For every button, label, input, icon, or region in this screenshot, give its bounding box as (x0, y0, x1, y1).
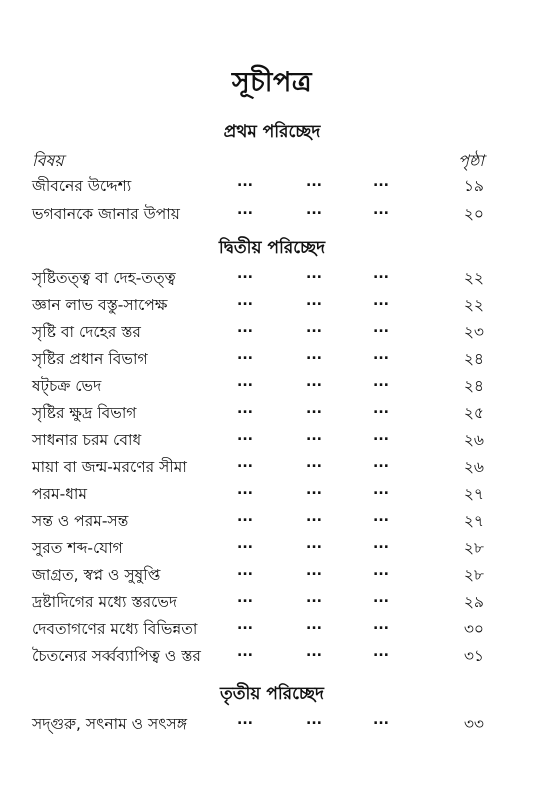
entry-page-number: ২৪ (463, 377, 484, 395)
dot-leader: ... (373, 712, 389, 728)
entry-page-number: ৩৩ (463, 715, 484, 733)
entry-page-number: ৩০ (463, 620, 484, 638)
dot-leader: ... (373, 590, 389, 606)
toc-entry (0, 590, 544, 616)
entry-topic: সাধনার চরম বোধ (32, 431, 142, 449)
entry-page-number: ২৬ (463, 458, 484, 476)
entry-topic: সৃষ্টির প্রধান বিভাগ (32, 350, 148, 368)
entry-page-number: ২২ (463, 269, 484, 287)
dot-leader: ... (373, 174, 389, 190)
entry-topic: সৃষ্টিতত্ত্ব বা দেহ-তত্ত্ব (32, 269, 176, 287)
dot-leader: ... (306, 644, 322, 660)
dot-leader: ... (306, 590, 322, 606)
dot-leader: ... (373, 617, 389, 633)
dot-leader: ... (373, 401, 389, 417)
toc-entry (0, 455, 544, 481)
entry-page-number: ২০ (463, 205, 484, 223)
dot-leader: ... (237, 482, 253, 498)
entry-topic: সদ্‌গুরু, সৎনাম ও সৎসঙ্গ (32, 715, 188, 733)
dot-leader: ... (306, 320, 322, 336)
dot-leader: ... (373, 293, 389, 309)
entry-topic: জাগ্রত, স্বপ্ন ও সুষুপ্তি (32, 566, 161, 584)
chapter-3-heading: তৃতীয় পরিচ্ছেদ (220, 684, 324, 704)
dot-leader: ... (306, 174, 322, 190)
entry-topic: জ্ঞান লাভ বস্তু-সাপেক্ষ (32, 296, 168, 314)
dot-leader: ... (306, 347, 322, 363)
dot-leader: ... (237, 202, 253, 218)
dot-leader: ... (373, 563, 389, 579)
dot-leader: ... (306, 374, 322, 390)
dot-leader: ... (373, 320, 389, 336)
toc-entry (0, 293, 544, 319)
entry-page-number: ২৫ (463, 404, 484, 422)
toc-entry (0, 202, 544, 228)
toc-entry (0, 174, 544, 200)
dot-leader: ... (237, 428, 253, 444)
entry-page-number: ২৯ (463, 593, 484, 611)
page-title: সূচীপত্র (231, 67, 313, 98)
entry-page-number: ২৭ (463, 485, 484, 503)
chapter-2-heading: দ্বিতীয় পরিচ্ছেদ (218, 238, 326, 258)
toc-entry (0, 482, 544, 508)
chapter-1-heading: প্রথম পরিচ্ছেদ (223, 122, 321, 142)
dot-leader: ... (237, 401, 253, 417)
dot-leader: ... (373, 266, 389, 282)
entry-topic: দ্রষ্টাদিগের মধ্যে স্তরভেদ (32, 593, 178, 611)
dot-leader: ... (306, 455, 322, 471)
entry-page-number: ২৬ (463, 431, 484, 449)
dot-leader: ... (237, 374, 253, 390)
dot-leader: ... (373, 644, 389, 660)
dot-leader: ... (306, 428, 322, 444)
dot-leader: ... (373, 347, 389, 363)
entry-topic: পরম-ধাম (32, 485, 88, 503)
dot-leader: ... (373, 374, 389, 390)
dot-leader: ... (306, 536, 322, 552)
dot-leader: ... (237, 509, 253, 525)
dot-leader: ... (237, 347, 253, 363)
entry-page-number: ২৪ (463, 350, 484, 368)
toc-entry (0, 712, 544, 738)
dot-leader: ... (306, 617, 322, 633)
entry-page-number: ৩১ (463, 647, 484, 665)
entry-topic: সুরত শব্দ-যোগ (32, 539, 123, 557)
dot-leader: ... (237, 536, 253, 552)
toc-entry (0, 401, 544, 427)
dot-leader: ... (237, 563, 253, 579)
entry-topic: ষট্‌চক্র ভেদ (32, 377, 102, 395)
dot-leader: ... (373, 482, 389, 498)
dot-leader: ... (373, 202, 389, 218)
toc-entry (0, 617, 544, 643)
dot-leader: ... (373, 509, 389, 525)
dot-leader: ... (306, 482, 322, 498)
dot-leader: ... (306, 401, 322, 417)
dot-leader: ... (237, 455, 253, 471)
toc-entry (0, 374, 544, 400)
entry-page-number: ২৮ (463, 539, 484, 557)
dot-leader: ... (373, 455, 389, 471)
toc-entry (0, 644, 544, 670)
entry-topic: জীবনের উদ্দেশ্য (32, 177, 132, 195)
entry-page-number: ১৯ (463, 177, 484, 195)
toc-entry (0, 428, 544, 454)
dot-leader: ... (306, 563, 322, 579)
entry-page-number: ২২ (463, 296, 484, 314)
dot-leader: ... (373, 428, 389, 444)
entry-topic: চৈতন্যের সর্ব্বব্যাপিত্ব ও স্তর (32, 647, 201, 665)
dot-leader: ... (306, 202, 322, 218)
dot-leader: ... (306, 266, 322, 282)
entry-topic: মায়া বা জন্ম-মরণের সীমা (32, 458, 187, 476)
dot-leader: ... (237, 174, 253, 190)
entry-topic: সন্ত ও পরম-সন্ত (32, 512, 129, 530)
dot-leader: ... (306, 293, 322, 309)
dot-leader: ... (237, 293, 253, 309)
dot-leader: ... (237, 712, 253, 728)
entry-topic: ভগবানকে জানার উপায় (32, 205, 180, 223)
dot-leader: ... (237, 266, 253, 282)
toc-entry (0, 509, 544, 535)
entry-topic: দেবতাগণের মধ্যে বিভিন্নতা (32, 620, 198, 638)
dot-leader: ... (237, 644, 253, 660)
dot-leader: ... (237, 320, 253, 336)
toc-entry (0, 320, 544, 346)
entry-page-number: ২৭ (463, 512, 484, 530)
entry-topic: সৃষ্টির ক্ষুদ্র বিভাগ (32, 404, 137, 422)
toc-entry (0, 536, 544, 562)
toc-entry (0, 347, 544, 373)
dot-leader: ... (237, 590, 253, 606)
page-column-header: পৃষ্ঠা (458, 151, 484, 170)
dot-leader: ... (306, 712, 322, 728)
dot-leader: ... (237, 617, 253, 633)
dot-leader: ... (306, 509, 322, 525)
entry-page-number: ২৮ (463, 566, 484, 584)
entry-topic: সৃষ্টি বা দেহের স্তর (32, 323, 141, 341)
subject-column-header: বিষয় (32, 151, 64, 170)
dot-leader: ... (373, 536, 389, 552)
toc-entry (0, 266, 544, 292)
toc-entry (0, 563, 544, 589)
entry-page-number: ২৩ (463, 323, 484, 341)
